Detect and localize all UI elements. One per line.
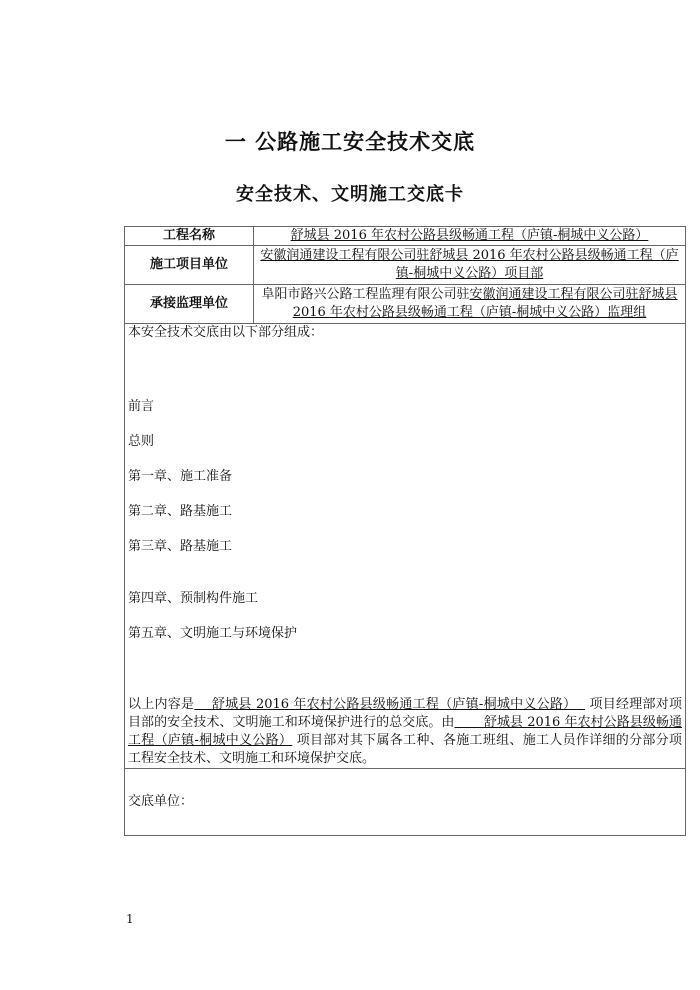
list-item: 总则 [128,434,155,449]
project-name-value [254,227,686,246]
table-row [125,246,686,285]
construction-unit-text: 安徽润通建设工程有限公司驻舒城县 2016 年农村公路县级畅通工程（庐镇-桐城中义公路）项目部 [260,248,679,281]
list-item: 第三章、路基施工 [128,539,233,554]
list-item: 第一章、施工准备 [128,469,233,484]
summary-project-name-2: 舒城县 2016 年农村公路县级畅通工程（庐镇-桐城中义公路） [128,715,682,748]
summary-part3: 项目部对其下属各工种、各施工班组、施工人员作详细的分部分项工程安全技术、文明施工和环境保护交底。 [128,733,682,766]
disclosure-card-table [124,226,686,836]
summary-part1: 以上内容是 [128,697,195,712]
list-item: 前言 [128,399,155,414]
page-title: 一 公路施工安全技术交底 [224,129,476,154]
construction-unit-value [254,246,686,285]
sign-label: 交底单位： [128,794,194,809]
card-title: 安全技术、文明施工交底卡 [236,184,464,205]
supervision-unit-label: 承接监理单位 [125,285,254,324]
intro-text: 本安全技术交底由以下部分组成： [128,325,324,340]
table-row [125,227,686,246]
list-item: 第四章、预制构件施工 [128,591,259,606]
table-row [125,324,686,769]
supervision-unit-value [254,285,686,324]
summary-project-name-1: 舒城县 2016 年农村公路县级畅通工程（庐镇-桐城中义公路） [211,697,577,712]
supervision-unit-prefix: 阜阳市路兴公路工程监理有限公司驻 [261,287,470,302]
sign-cell [125,769,686,836]
disclosure-content [125,324,686,769]
table-row [125,769,686,836]
list-item: 第五章、文明施工与环境保护 [128,626,298,641]
project-name-text: 舒城县 2016 年农村公路县级畅通工程（庐镇-桐城中义公路） [290,228,649,243]
table-row [125,285,686,324]
project-name-label: 工程名称 [125,227,254,246]
construction-unit-label: 施工项目单位 [125,246,254,285]
page-number: 1 [126,912,134,926]
supervision-unit-underlined: 安徽润通建设工程有限公司驻舒城县 2016 年农村公路县级畅通工程（庐镇-桐城中义公路）监理组 [292,287,678,320]
list-item: 第二章、路基施工 [128,504,233,519]
summary-paragraph [128,696,682,768]
summary-part2: 项目经理部对项目部的安全技术、文明施工和环境保护进行的总交底。由 [128,697,683,730]
